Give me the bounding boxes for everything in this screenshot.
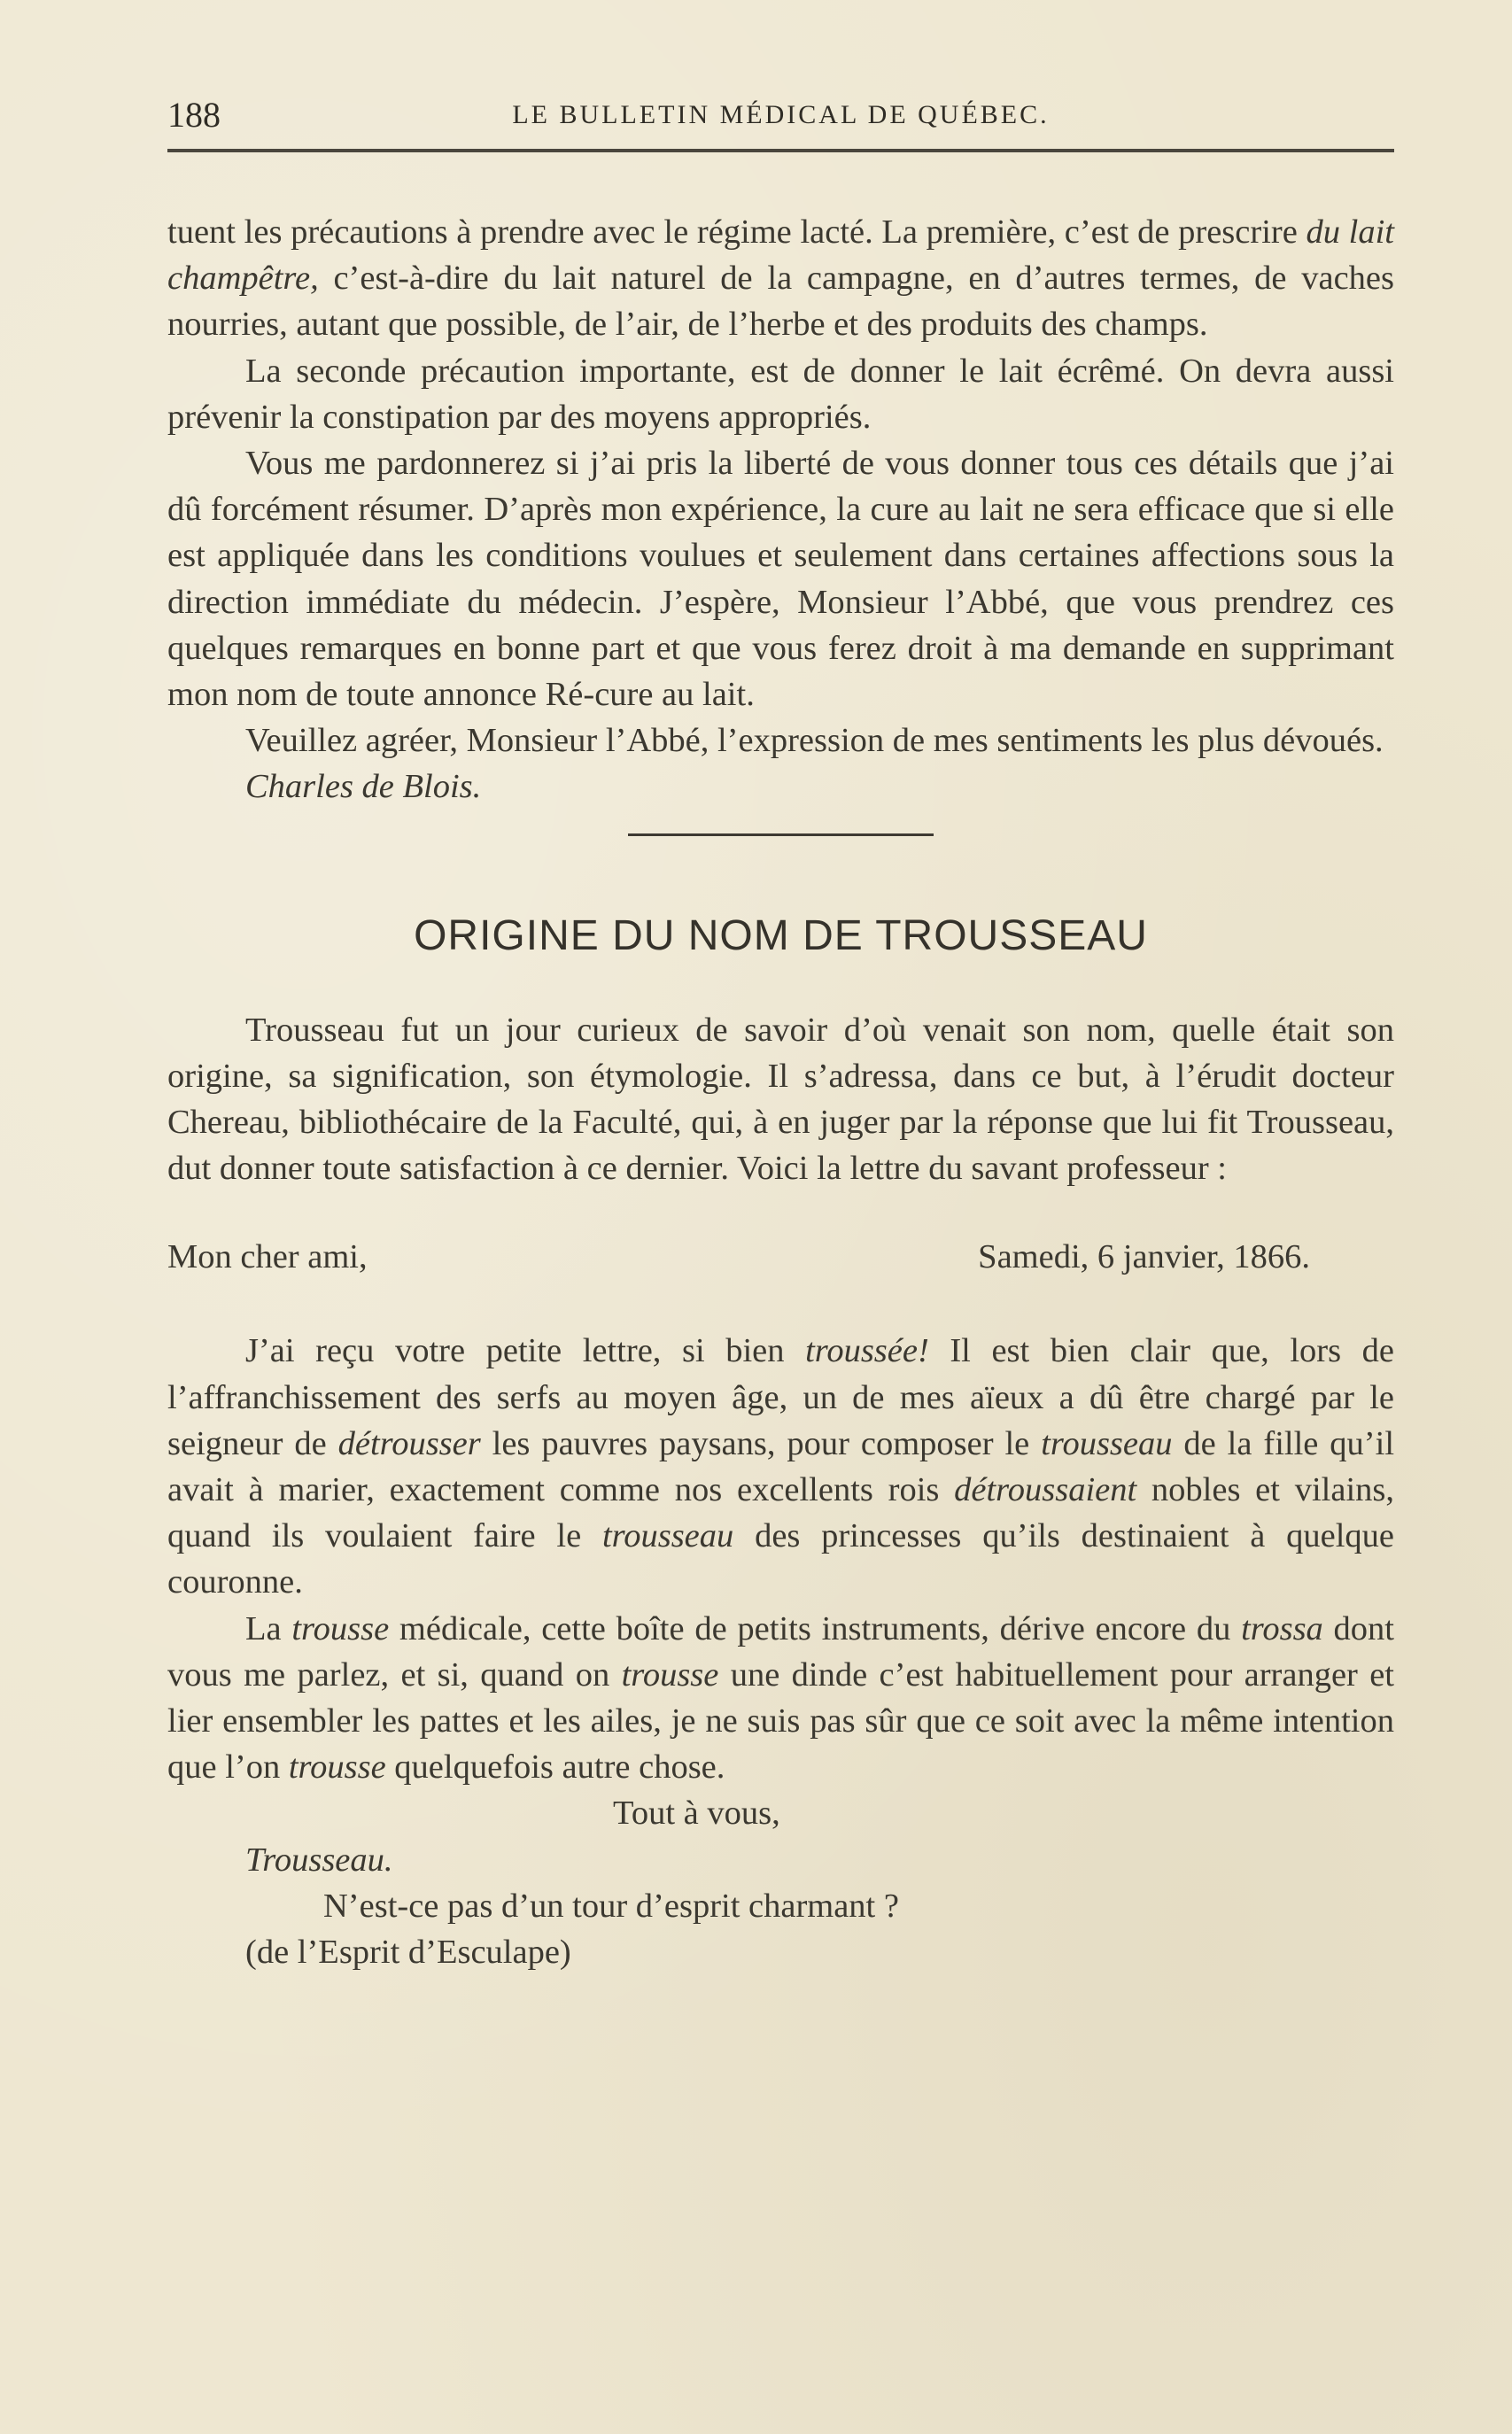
letter-paragraph — [167, 1328, 1394, 1605]
article-intro: Trousseau fut un jour curieux de savoir d’où venait son nom, quelle était son origine, sa signification, son étymologie. Il s’adressa, dans ce but, à l’érudit docteur Chereau, bibliothécaire de la Faculté, qui, à en juger par la réponse que lui fit Trousseau, dut donner toute satisfaction à ce dernier. Voici la lettre du savant professeur : — [167, 1011, 1394, 1188]
header-rule — [167, 149, 1394, 152]
letter-author: Trousseau. — [245, 1841, 393, 1879]
text-run: dont vous me parlez, et si, quand on — [167, 1609, 1394, 1694]
section-divider — [167, 810, 1394, 864]
emphasis: du lait champêtre, — [167, 213, 1394, 298]
emphasis: trousseau — [601, 1517, 734, 1555]
salutation: Mon cher ami, — [167, 1238, 368, 1276]
letter-signature: Charles de Blois. — [245, 768, 482, 806]
closing-remark: N’est-ce pas d’un tour d’esprit charmant ? — [323, 1887, 899, 1925]
text-run: J’ai reçu votre petite lettre, si bien — [245, 1332, 806, 1370]
emphasis: trousse — [291, 1609, 390, 1647]
text-run: médicale, cette boîte de petits instruments, dérive encore du — [389, 1609, 1242, 1647]
salutation-row — [167, 1234, 1394, 1280]
page-body — [167, 209, 1394, 1975]
article-title: ORIGINE DU NOM DE TROUSSEAU — [414, 911, 1148, 959]
letter-date: Samedi, 6 janvier, 1866. — [978, 1238, 1310, 1276]
letter-paragraph: La seconde précaution importante, est de donner le lait écrêmé. On devra aussi prévenir la constipation par des moyens appropriés. — [167, 352, 1394, 436]
text-run: de la fille qu’il avait à marier, exactement comme nos excellents rois — [167, 1424, 1395, 1509]
text-run: quelquefois autre chose. — [385, 1748, 725, 1787]
divider-line — [628, 833, 934, 836]
journal-title: LE BULLETIN MÉDICAL DE QUÉBEC. — [512, 100, 1050, 129]
text-run: tuent les précautions à prendre avec le régime lacté. La première, c’est de prescrire — [167, 213, 1307, 251]
emphasis: trousse — [288, 1748, 386, 1787]
text-run: les pauvres paysans, pour composer le — [480, 1424, 1042, 1462]
letter-paragraph: Veuillez agréer, Monsieur l’Abbé, l’expression de mes sentiments les plus dévoués. — [245, 722, 1384, 760]
emphasis: trousse — [621, 1655, 719, 1694]
source-citation: (de l’Esprit d’Esculape) — [245, 1934, 571, 1972]
letter-paragraph — [167, 1606, 1394, 1791]
letter-closing: Tout à vous, — [613, 1794, 780, 1833]
emphasis: détrousser — [337, 1424, 481, 1462]
emphasis: troussée! — [805, 1332, 929, 1370]
text-run: des princesses qu’ils destinaient à quelque couronne. — [167, 1517, 1394, 1601]
text-run: Il est bien clair que, lors de l’affranchissement des serfs au moyen âge, un de mes aïeux a dû être chargé par le seigneur de — [167, 1332, 1394, 1462]
text-run: La — [245, 1609, 292, 1647]
letter-paragraph — [167, 209, 1394, 348]
page-number: 188 — [167, 95, 221, 135]
emphasis: trossa — [1241, 1609, 1323, 1647]
emphasis: détroussaient — [954, 1471, 1137, 1509]
text-run: nobles et vilains, quand ils voulaient faire le — [167, 1471, 1394, 1555]
letter-paragraph: Vous me pardonnerez si j’ai pris la liberté de vous donner tous ces détails que j’ai dû forcément résumer. D’après mon expérience, la cure au lait ne sera efficace que si elle est appliquée dans les conditions voulues et seulement dans certaines affections sous la direction immédiate du médecin. J’espère, Monsieur l’Abbé, que vous prendrez ces quelques remarques en bonne part et que vous ferez droit à ma demande en supprimant mon nom de toute annonce Ré-cure au lait. — [167, 445, 1394, 714]
running-head — [167, 89, 1394, 142]
text-run: c’est-à-dire du lait naturel de la campagne, en d’autres termes, de vaches nourries, autant que possible, de l’air, de l’herbe et des produits des champs. — [167, 260, 1394, 344]
emphasis: trousseau — [1041, 1424, 1173, 1462]
text-run: une dinde c’est habituellement pour arranger et lier ensembler les pattes et les ailes, je ne suis pas sûr que ce soit avec la même intention que l’on — [167, 1655, 1394, 1787]
